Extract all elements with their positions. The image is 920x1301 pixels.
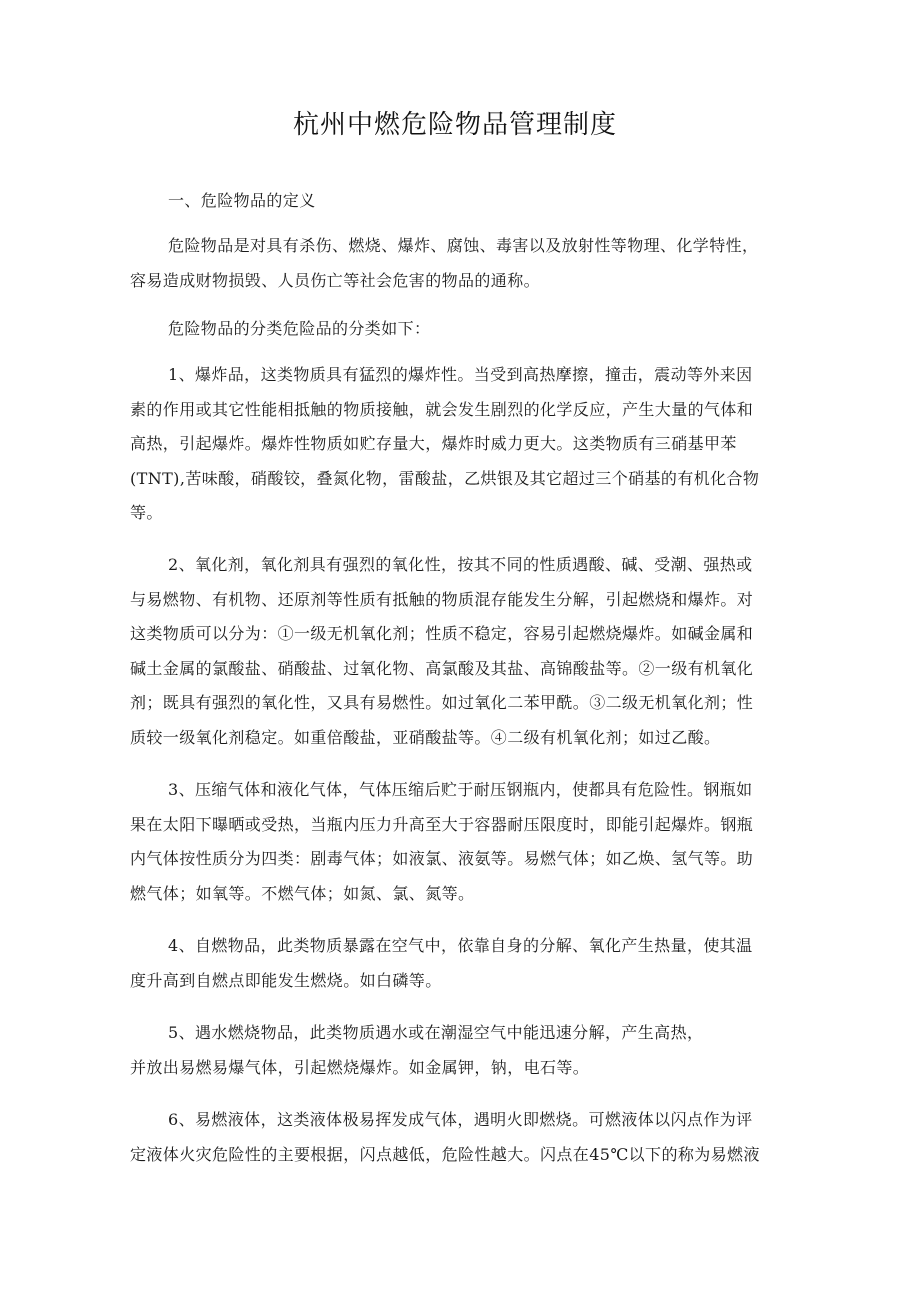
paragraph-line: 4、自燃物品，此类物质暴露在空气中，依靠自身的分解、氧化产生热量，使其温 [168, 936, 753, 955]
paragraph-line: 燃气体；如氧等。不燃气体；如氮、氯、氮等。 [130, 883, 475, 903]
paragraph-line: 5、遇水燃烧物品，此类物质遇水或在潮湿空气中能迅速分解，产生高热， [168, 1023, 704, 1042]
item-flammable-liquids [130, 1103, 780, 1172]
item-spontaneous-combustion [130, 929, 780, 998]
classification-intro [130, 312, 780, 347]
paragraph-line: 6、易燃液体，这类液体极易挥发成气体，遇明火即燃烧。可燃液体以闪点作为评 [168, 1110, 753, 1129]
paragraph-line: 定液体火灾危险性的主要根据，闪点越低，危险性越大。闪点在45℃以下的称为易燃液 [130, 1144, 760, 1164]
item-oxidizers [130, 548, 780, 755]
paragraph-line: 素的作用或其它性能相抵触的物质接触，就会发生剧烈的化学反应，产生大量的气体和 [130, 399, 754, 419]
paragraph-line: 碱土金属的氯酸盐、硝酸盐、过氧化物、高氯酸及其盐、高锦酸盐等。②一级有机氧化 [130, 658, 754, 678]
section-heading-text: 一、危险物品的定义 [168, 191, 316, 210]
paragraph-line: 果在太阳下曝晒或受热，当瓶内压力升高至大于容器耐压限度时，即能引起爆炸。钢瓶 [130, 814, 754, 834]
paragraph-line: 这类物质可以分为：①一级无机氧化剂；性质不稳定，容易引起燃烧爆炸。如碱金属和 [130, 624, 754, 643]
paragraph-line: 与易燃物、有机物、还原剂等性质有抵触的物质混存能发生分解，引起燃烧和爆炸。对 [130, 589, 754, 609]
paragraph-line: 质较一级氧化剂稳定。如重倍酸盐，亚硝酸盐等。④二级有机氧化剂；如过乙酸。 [130, 727, 721, 747]
paragraph-line: 2、氧化剂，氧化剂具有强烈的氧化性，按其不同的性质遇酸、碱、受潮、强热或 [168, 555, 753, 574]
paragraph-line: 3、压缩气体和液化气体，气体压缩后贮于耐压钢瓶内，使都具有危险性。钢瓶如 [168, 780, 753, 799]
item-compressed-gases [130, 773, 780, 911]
paragraph-line: 高热，引起爆炸。爆炸性物质如贮存量大，爆炸时威力更大。这类物质有三硝基甲苯 [130, 434, 737, 453]
paragraph-line: 危险物品是对具有杀伤、燃烧、爆炸、腐蚀、毒害以及放射性等物理、化学特性， [168, 236, 759, 255]
paragraph-line: 容易造成财物损毁、人员伤亡等社会危害的物品的通称。 [130, 270, 541, 290]
paragraph-line: 危险物品的分类危险品的分类如下： [168, 319, 431, 338]
paragraph-line: 并放出易燃易爆气体，引起燃烧爆炸。如金属钾，钠，电石等。 [130, 1057, 590, 1077]
section-heading [130, 184, 780, 219]
item-explosives [130, 358, 780, 531]
paragraph-line: 剂；既具有强烈的氧化性，又具有易燃性。如过氧化二苯甲酰。③二级无机氧化剂；性 [130, 693, 754, 712]
item-water-reactive [130, 1016, 780, 1085]
definition-paragraph [130, 229, 780, 298]
paragraph-line: 1、爆炸品，这类物质具有猛烈的爆炸性。当受到高热摩擦，撞击，震动等外来因 [168, 365, 753, 384]
paragraph-line: 度升高到自燃点即能发生燃烧。如白磷等。 [130, 970, 442, 990]
paragraph-line: (TNT),苦味酸，硝酸铰，叠氮化物，雷酸盐，乙烘银及其它超过三个硝基的有机化合物 [130, 468, 760, 488]
paragraph-line: 内气体按性质分为四类：剧毒气体；如液氯、液氨等。易燃气体；如乙焕、氢气等。助 [130, 849, 754, 868]
paragraph-line: 等。 [130, 503, 163, 522]
page-title: 杭州中燃危险物品管理制度 [292, 110, 617, 140]
